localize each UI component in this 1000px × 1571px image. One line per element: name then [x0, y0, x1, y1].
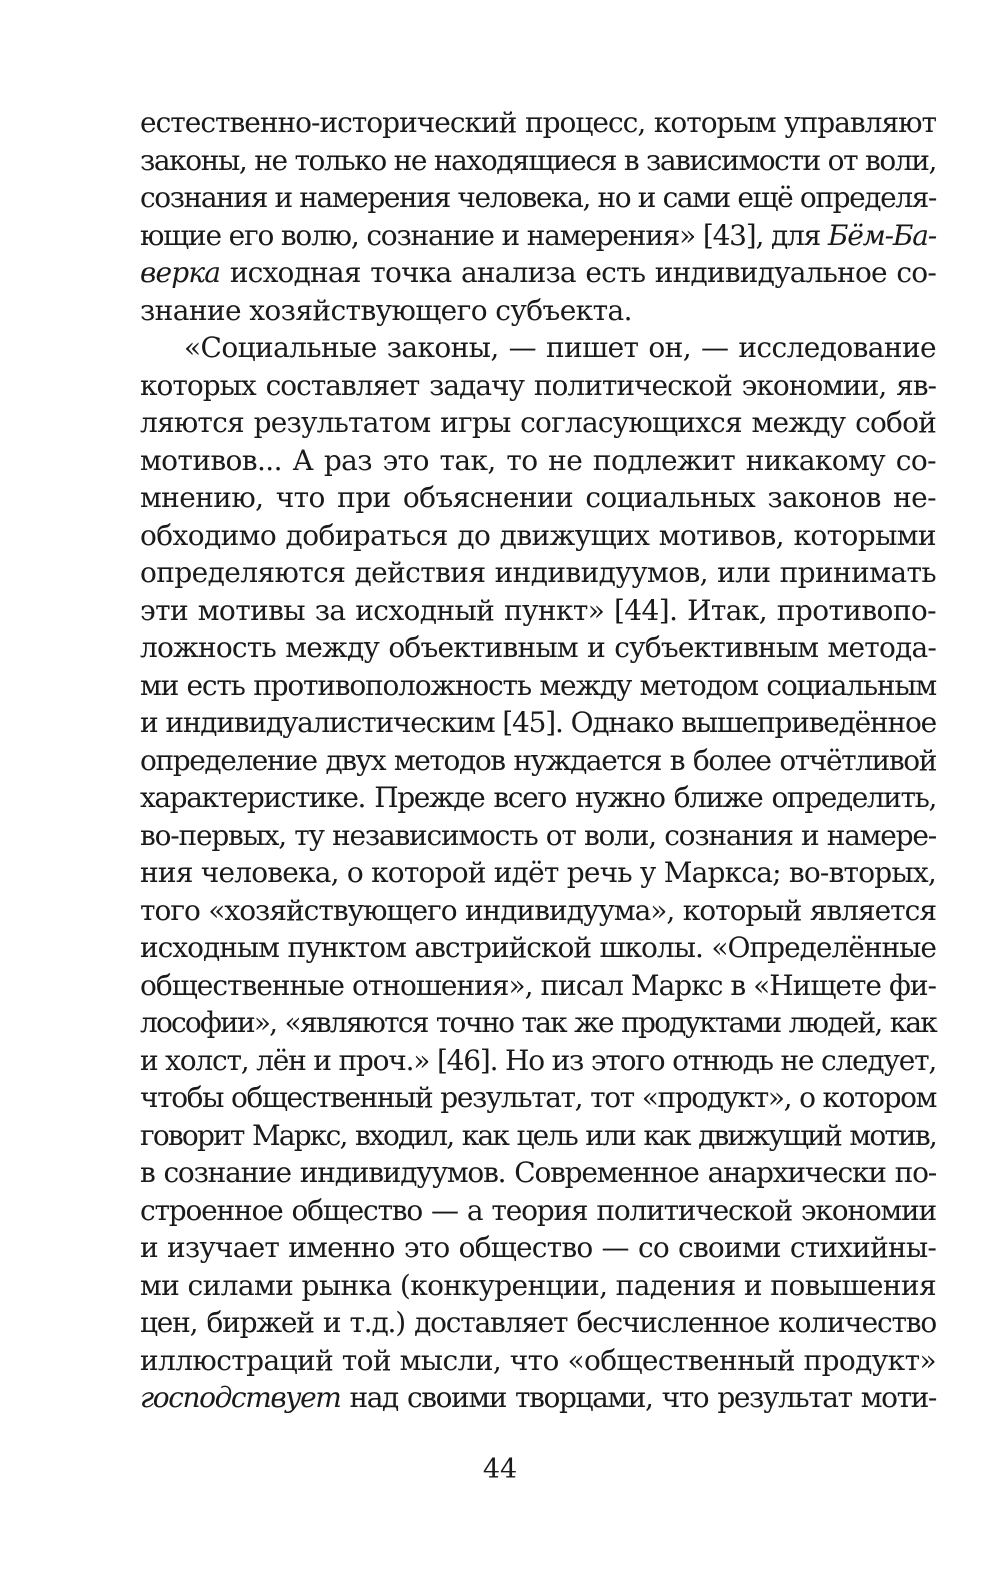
text-line: мнению, что при объяснении социальных законов не- — [140, 481, 936, 514]
text-line: ляются результатом игры согласующихся между собой — [140, 406, 936, 439]
text-line: сознания и намерения человека, но и сами ещё определя- — [140, 181, 936, 214]
text-line: того «хозяйствующего индивидуума», который является — [140, 893, 936, 927]
text-line: иллюстраций той мысли, что «общественный продукт» — [140, 1343, 936, 1377]
text-line: общественные отношения», писал Маркс в «Нищете фи- — [140, 968, 936, 1002]
text-line: ющие его волю, сознание и намерения» [43], для Бём-Ба- — [140, 218, 936, 252]
text-line: говорит Маркс, входил, как цель или как движущий мотив, — [140, 1118, 936, 1152]
text-line: ния человека, о которой идёт речь у Маркса; во-вторых, — [140, 856, 936, 889]
text-line: естественно-исторический процесс, которым управляют — [140, 106, 936, 139]
paragraph-start-line: «Социальные законы, — пишет он, — исследование — [184, 331, 936, 364]
text-line: верка исходная точка анализа есть индивидуальное со- — [140, 256, 936, 289]
text-line: и холст, лён и проч.» [46]. Но из этого отнюдь не следует, — [140, 1043, 937, 1077]
text-line: определяются действия индивидуумов, или принимать — [140, 556, 936, 589]
italic-author-name: Бём-Ба- — [827, 218, 936, 252]
text-line: и изучает именно это общество — со своими стихийны- — [140, 1231, 936, 1264]
text-line: ми силами рынка (конкуренции, падения и повышения — [140, 1268, 937, 1302]
text-line: характеристике. Прежде всего нужно ближе определить, — [140, 781, 936, 814]
text-line: и индивидуалистическим [45]. Однако вышеприведённое — [140, 706, 936, 739]
text-line: чтобы общественный результат, тот «продукт», о котором — [140, 1081, 936, 1114]
text-line: в сознание индивидуумов. Современное анархически по- — [140, 1156, 936, 1189]
text-line: мотивов... А раз это так, то не подлежит никакому со- — [140, 443, 936, 477]
text-line: обходимо добираться до движущих мотивов, которыми — [140, 518, 936, 552]
text-line: цен, биржей и т.д.) доставляет бесчисленное количество — [140, 1306, 936, 1339]
text-line: эти мотивы за исходный пункт» [44]. Итак, противопо- — [140, 593, 936, 627]
text-line: лософии», «являются точно так же продуктами людей, как — [140, 1006, 936, 1039]
text-line: господствует над своими творцами, что результат моти- — [140, 1381, 936, 1414]
text-line: знание хозяйствующего субъекта. — [140, 293, 632, 327]
body-text — [140, 104, 936, 1417]
text-line: определение двух методов нуждается в более отчётливой — [140, 743, 936, 777]
page-number: 44 — [482, 1454, 518, 1485]
italic-emphasis: господствует — [140, 1381, 341, 1414]
text-line: ми есть противоположность между методом социальным — [140, 668, 936, 702]
text-line: ложность между объективным и субъективным метода- — [140, 631, 936, 664]
text-line: которых составляет задачу политической экономии, яв- — [140, 368, 936, 402]
text-line: законы, не только не находящиеся в зависимости от воли, — [140, 143, 936, 177]
text-line: исходным пунктом австрийской школы. «Определённые — [140, 931, 936, 964]
italic-author-name: верка — [140, 256, 221, 289]
text-line: строенное общество — а теория политической экономии — [140, 1193, 936, 1227]
text-line: во-первых, ту независимость от воли, сознания и намере- — [140, 818, 936, 852]
